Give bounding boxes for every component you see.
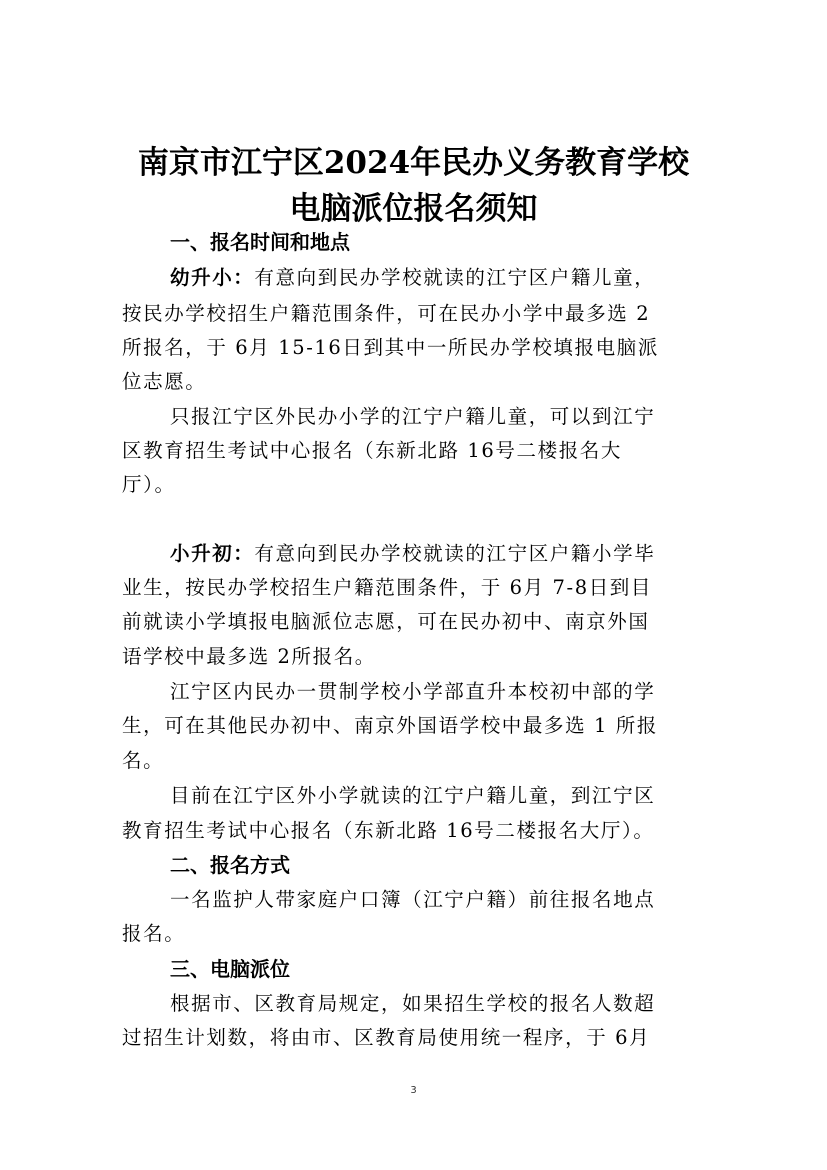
paragraph-line: 只报江宁区外民办小学的江宁户籍儿童，可以到江宁 [170,405,656,428]
paragraph-line: 过招生计划数，将由市、区教育局使用统一程序，于 6月 [122,1026,651,1049]
paragraph-line: 一名监护人带家庭户口簿（江宁户籍）前往报名地点 [170,888,656,911]
paragraph-line: 生，可在其他民办初中、南京外国语学校中最多选 1 所报 [122,714,659,737]
paragraph-kindergarten-to-primary-line1: 幼升小：有意向到民办学校就读的江宁区户籍儿童， [170,266,656,289]
page-number: 3 [410,1085,417,1096]
paragraph-line: 厅）。 [122,473,176,496]
paragraph-line: 报名。 [122,922,186,945]
document-title-line1: 南京市江宁区2024年民办义务教育学校 [137,145,690,181]
paragraph-line: 根据市、区教育局规定，如果招生学校的报名人数超 [170,992,656,1015]
paragraph-line: 教育招生考试中心报名（东新北路 16号二楼报名大厅）。 [122,819,655,842]
lead-label-kindergarten-to-primary: 幼升小： [170,266,255,289]
paragraph-line: 位志愿。 [122,370,207,393]
paragraph-line: 按民办学校招生户籍范围条件，可在民办小学中最多选 2 [122,302,651,325]
paragraph-line: 区教育招生考试中心报名（东新北路 16号二楼报名大 [122,439,623,462]
section-heading-computer-lottery: 三、电脑派位 [170,957,290,981]
paragraph-primary-to-junior-line1: 小升初：有意向到民办学校就读的江宁区户籍小学毕 [170,542,656,565]
paragraph-line: 语学校中最多选 2所报名。 [122,645,376,668]
paragraph-line: 前就读小学填报电脑派位志愿，可在民办初中、南京外国 [122,610,650,633]
paragraph-line: 目前在江宁区外小学就读的江宁户籍儿童，到江宁区 [170,784,656,807]
paragraph-line: 业生，按民办学校招生户籍范围条件，于 6月 7-8日到目 [122,576,653,599]
lead-label-primary-to-junior: 小升初： [170,542,255,565]
section-heading-registration-time-place: 一、报名时间和地点 [170,230,350,254]
paragraph-line: 名。 [122,749,165,772]
paragraph-line: 江宁区内民办一贯制学校小学部直升本校初中部的学 [170,680,656,703]
section-heading-registration-method: 二、报名方式 [170,853,290,877]
paragraph-line: 所报名，于 6月 15-16日到其中一所民办学校填报电脑派 [122,336,659,359]
document-title-line2: 电脑派位报名须知 [289,191,538,227]
